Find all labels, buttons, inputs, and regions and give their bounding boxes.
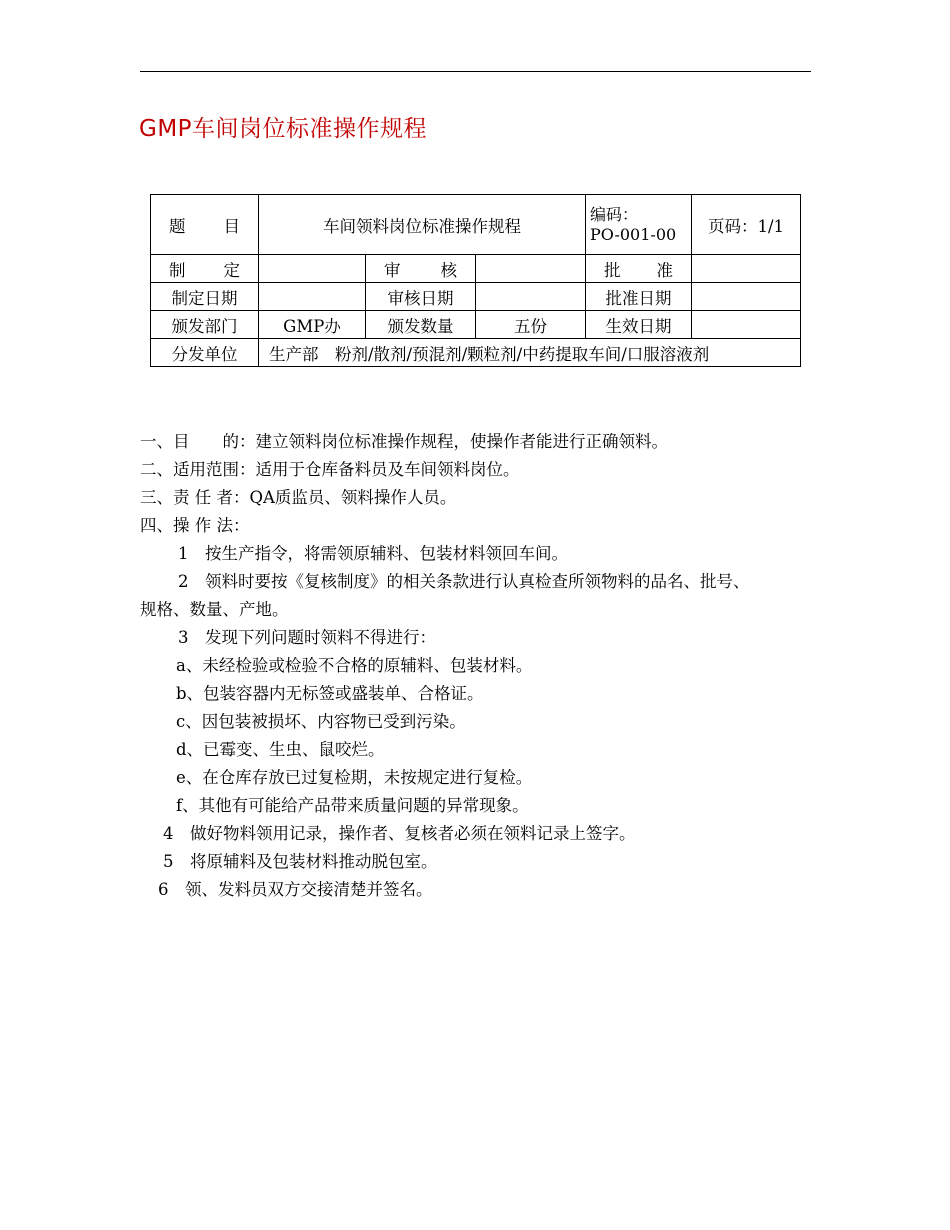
- review-label-2: 核: [440, 260, 457, 280]
- step-4: 4 做好物料领用记录，操作者、复核者必须在领料记录上签字。: [163, 824, 636, 843]
- code-label: 编码：: [590, 204, 639, 224]
- made-label: 制: [169, 260, 186, 280]
- table-row: [151, 311, 801, 339]
- issue-qty-value: 五份: [476, 311, 586, 339]
- table-row: [151, 283, 801, 311]
- page-number: 页码：1/1: [692, 195, 801, 255]
- list-item: e、在仓库存放已过复检期，未按规定进行复检。: [176, 768, 533, 787]
- effective-date-label: 生效日期: [586, 311, 692, 339]
- approve-label-2: 准: [656, 260, 673, 280]
- step-6: 6 领、发料员双方交接清楚并签名。: [158, 880, 433, 899]
- table-row: [151, 195, 801, 255]
- topic-label-2: 目: [223, 216, 240, 236]
- document-title: GMP车间岗位标准操作规程: [139, 116, 428, 142]
- step-5: 5 将原辅料及包装材料推动脱包室。: [163, 852, 438, 871]
- table-row: [151, 255, 801, 283]
- code-value: PO-001-00: [590, 224, 677, 244]
- issue-qty-label: 颁发数量: [366, 311, 476, 339]
- review-value: [476, 255, 586, 283]
- step-2: 2 领料时要按《复核制度》的相关条款进行认真检查所领物料的品名、批号、: [178, 572, 750, 591]
- section-scope: 二、适用范围：适用于仓库备料员及车间领料岗位。: [140, 460, 520, 479]
- list-item: f、其他有可能给产品带来质量问题的异常现象。: [176, 796, 529, 815]
- topic-label: 题: [169, 216, 186, 236]
- made-date-value: [259, 283, 366, 311]
- section-purpose: 一、目 的：建立领料岗位标准操作规程，使操作者能进行正确领料。: [140, 432, 668, 451]
- approve-date-label: 批准日期: [586, 283, 692, 311]
- made-label-cell: [151, 255, 259, 283]
- list-item: c、因包装被损坏、内容物已受到污染。: [176, 712, 466, 731]
- table-row: [151, 339, 801, 367]
- code-cell: [586, 195, 692, 255]
- distribution-label: 分发单位: [151, 339, 259, 367]
- procedure-body: [140, 428, 820, 904]
- list-item: d、已霉变、生虫、鼠咬烂。: [176, 740, 385, 759]
- list-item: a、未经检验或检验不合格的原辅料、包装材料。: [176, 656, 533, 675]
- made-label-2: 定: [223, 260, 240, 280]
- review-date-value: [476, 283, 586, 311]
- section-procedure: 四、操 作 法：: [140, 516, 250, 535]
- approve-label-cell: [586, 255, 692, 283]
- step-2-continued: 规格、数量、产地。: [140, 600, 289, 619]
- topic-label-cell: [151, 195, 259, 255]
- step-3: 3 发现下列问题时领料不得进行：: [178, 628, 436, 647]
- step-1: 1 按生产指令，将需领原辅料、包装材料领回车间。: [178, 544, 568, 563]
- list-item: b、包装容器内无标签或盛装单、合格证。: [176, 684, 484, 703]
- header-rule: [140, 71, 811, 72]
- section-responsible: 三、责 任 者：QA质监员、领料操作人员。: [140, 488, 457, 507]
- made-value: [259, 255, 366, 283]
- approve-date-value: [692, 283, 801, 311]
- approve-value: [692, 255, 801, 283]
- approve-label: 批: [604, 260, 621, 280]
- document-info-table: [150, 194, 801, 367]
- review-label: 审: [384, 260, 401, 280]
- review-label-cell: [366, 255, 476, 283]
- effective-date-value: [692, 311, 801, 339]
- topic-value: 车间领料岗位标准操作规程: [259, 195, 586, 255]
- issue-dept-label: 颁发部门: [151, 311, 259, 339]
- issue-dept-value: GMP办: [259, 311, 366, 339]
- review-date-label: 审核日期: [366, 283, 476, 311]
- distribution-value: 生产部 粉剂/散剂/预混剂/颗粒剂/中药提取车间/口服溶液剂: [259, 339, 801, 367]
- made-date-label: 制定日期: [151, 283, 259, 311]
